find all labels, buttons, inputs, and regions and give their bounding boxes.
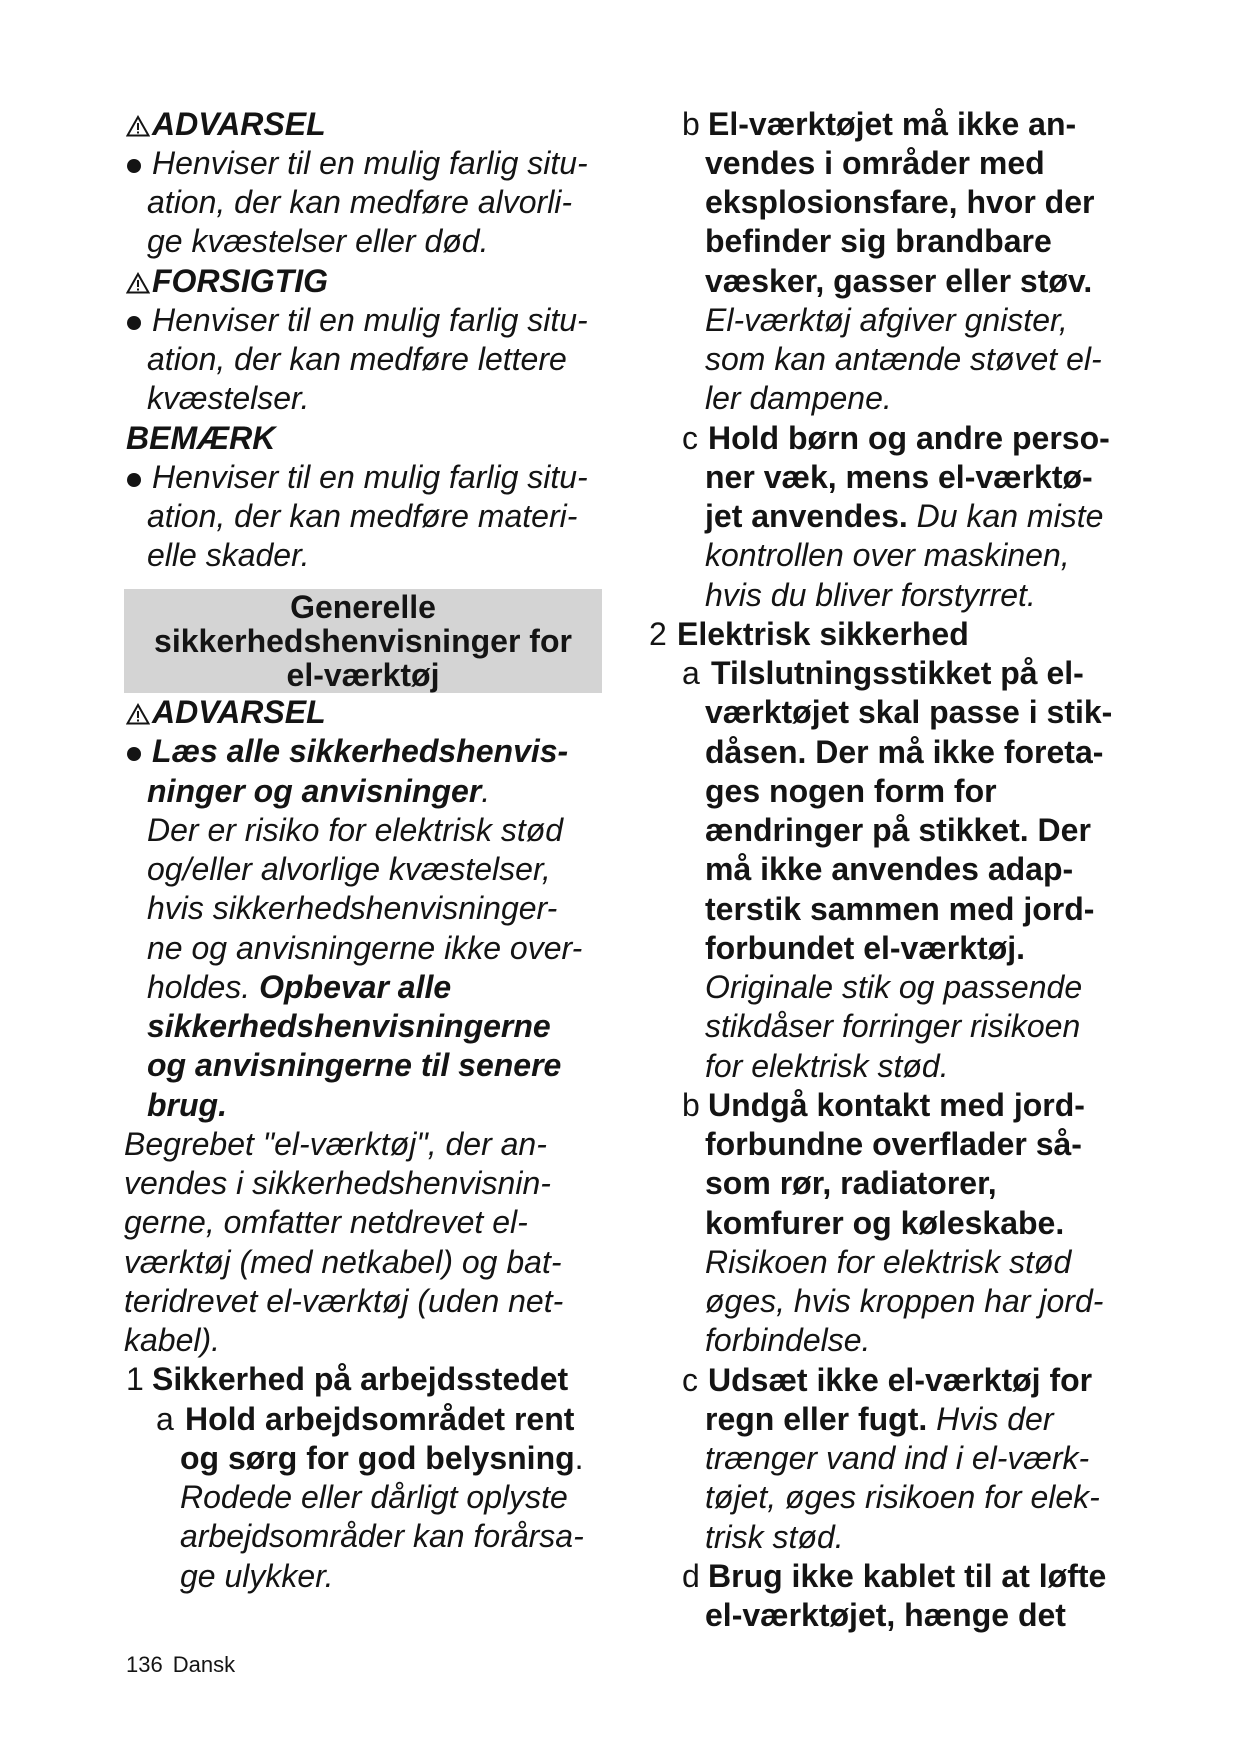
- line-text: Undgå kontakt med jord-: [708, 1086, 1085, 1123]
- line-text: terstik sammen med jord-: [705, 890, 1095, 927]
- line-text: Du kan miste: [916, 498, 1104, 534]
- line-text: sikkerhedshenvisningerne: [147, 1008, 551, 1044]
- text-line: [649, 458, 1209, 497]
- line-text: brug.: [147, 1086, 227, 1123]
- item-letter: c: [682, 419, 698, 456]
- line-text: ne og anvisningerne ikke over-: [147, 929, 583, 966]
- text-line: [649, 340, 1209, 379]
- warning-triangle-icon: [126, 115, 150, 137]
- text-line: [649, 1478, 1209, 1517]
- section-title-box: [124, 589, 602, 693]
- definition-paragraph: [124, 1125, 602, 1361]
- line-text: Opbevar alle: [259, 968, 452, 1005]
- text-line: [649, 1243, 1209, 1282]
- line-text: væsker, gasser eller støv.: [705, 262, 1093, 299]
- item-letter: b: [682, 1086, 700, 1123]
- line-text: kontrollen over maskinen,: [705, 537, 1070, 574]
- line-text: og sørg for god belysning: [180, 1439, 575, 1476]
- list-item-c-children: [649, 419, 1209, 615]
- text-line: [124, 536, 602, 575]
- text-line: [124, 929, 602, 968]
- heading-text: ADVARSEL: [152, 105, 326, 142]
- text-line: [124, 1282, 602, 1321]
- line-text: El-værktøjet må ikke an-: [708, 105, 1077, 142]
- text-line: [124, 1557, 602, 1596]
- notice-advarsel-general: [124, 693, 602, 1125]
- bullet-line: [124, 144, 602, 183]
- text-line: [124, 1007, 602, 1046]
- text-line: [649, 1439, 1209, 1478]
- text-line: [649, 733, 1209, 772]
- bullet-icon: [127, 159, 141, 173]
- line-text: hvis du bliver forstyrret.: [705, 576, 1036, 613]
- text-line: [124, 1321, 602, 1360]
- notice-advarsel: [124, 105, 602, 262]
- text-line: [124, 340, 602, 379]
- line-text: eksplosionsfare, hvor der: [705, 184, 1095, 220]
- line-text: ge ulykker.: [180, 1557, 334, 1594]
- line-text: øges, hvis kroppen har jord-: [705, 1283, 1104, 1319]
- text-line: [649, 379, 1209, 418]
- line-text: Henviser til en mulig farlig situ-: [152, 458, 588, 495]
- line-text: ner væk, mens el-værktø-: [705, 458, 1093, 495]
- line-text: Udsæt ikke el-værktøj for: [708, 1361, 1093, 1398]
- text-line: [649, 890, 1209, 929]
- text-line: [649, 1596, 1209, 1635]
- line-text: Begrebet "el-værktøj", der an-: [124, 1125, 547, 1162]
- text-line: [124, 1478, 602, 1517]
- line-text: .: [574, 1439, 584, 1476]
- text-line: [649, 772, 1209, 811]
- list-item-b: [649, 1086, 1209, 1125]
- section-title-line: Generelle: [290, 589, 436, 625]
- line-text: jet anvendes.: [705, 498, 917, 534]
- section-heading: [124, 1360, 602, 1399]
- page-footer: [126, 1651, 235, 1679]
- text-line: [124, 1046, 602, 1085]
- line-text: værktøjet skal passe i stik-: [705, 694, 1113, 731]
- line-text: arbejdsområder kan forårsa-: [180, 1518, 584, 1555]
- text-line: [124, 1517, 602, 1556]
- text-line: [649, 301, 1209, 340]
- exclamation-bar: [137, 711, 139, 718]
- line-text: og anvisningerne til senere: [147, 1047, 562, 1084]
- line-text: Læs alle sikkerhedshenvis-: [152, 733, 569, 770]
- section-title-line: el-værktøj: [286, 657, 440, 693]
- exclamation-dot: [137, 720, 139, 722]
- line-text: holdes.: [147, 968, 260, 1005]
- text-line: [124, 497, 602, 536]
- line-text: kabel).: [124, 1322, 221, 1358]
- text-line: [649, 693, 1209, 732]
- notice-bemaerk: [124, 419, 602, 576]
- line-text: ninger og anvisninger: [147, 772, 482, 809]
- line-text: teridrevet el-værktøj (uden net-: [124, 1282, 564, 1319]
- section-1-workplace-safety: [124, 1360, 602, 1596]
- line-text: forbindelse.: [705, 1322, 871, 1359]
- line-text: el-værktøjet, hænge det: [705, 1597, 1066, 1633]
- text-line: [649, 1047, 1209, 1086]
- text-line: [124, 772, 602, 811]
- line-text: Risikoen for elektrisk stød: [705, 1243, 1072, 1280]
- section-title: Elektrisk sikkerhed: [677, 615, 969, 652]
- line-text: Hold arbejdsområdet rent: [185, 1400, 575, 1437]
- text-line: [124, 1243, 602, 1282]
- line-text: Originale stik og passende: [705, 969, 1083, 1005]
- line-text: må ikke anvendes adap-: [705, 851, 1074, 888]
- line-text: tøjet, øges risikoen for elek-: [705, 1479, 1100, 1516]
- line-text: vendes i sikkerhedshenvisnin-: [124, 1165, 551, 1201]
- exclamation-bar: [137, 123, 139, 130]
- list-item-a: [649, 654, 1209, 693]
- line-text: hvis sikkerhedshenvisninger-: [147, 890, 558, 927]
- line-text: Hvis der: [936, 1400, 1054, 1437]
- list-item-b: [649, 105, 1209, 144]
- heading-text: BEMÆRK: [126, 419, 276, 456]
- line-text: som kan antænde støvet el-: [705, 341, 1102, 377]
- line-text: for elektrisk stød.: [705, 1047, 949, 1084]
- text-line: [124, 1086, 602, 1125]
- text-line: [649, 222, 1209, 261]
- line-text: ge kvæstelser eller død.: [147, 223, 489, 260]
- line-text: ation, der kan medføre lettere: [147, 341, 567, 377]
- line-text: Henviser til en mulig farlig situ-: [152, 301, 588, 338]
- footer-language: Dansk: [172, 1652, 236, 1677]
- line-text: gerne, omfatter netdrevet el-: [124, 1204, 528, 1241]
- line-text: El-værktøj afgiver gnister,: [705, 301, 1068, 338]
- text-line: [649, 576, 1209, 615]
- item-letter: a: [156, 1400, 174, 1437]
- text-line: [649, 1400, 1209, 1439]
- bullet-icon: [127, 316, 141, 330]
- line-text: Hold børn og andre perso-: [708, 419, 1110, 456]
- item-letter: d: [682, 1557, 700, 1594]
- exclamation-dot: [137, 131, 139, 133]
- text-line: [649, 1321, 1209, 1360]
- item-letter: a: [682, 655, 700, 691]
- line-text: ation, der kan medføre alvorli-: [147, 184, 573, 220]
- bullet-icon: [127, 747, 141, 761]
- text-line: [124, 850, 602, 889]
- section-number: 2: [649, 615, 667, 652]
- line-text: trænger vand ind i el-værk-: [705, 1440, 1090, 1476]
- exclamation-dot: [137, 288, 139, 290]
- line-text: kvæstelser.: [147, 380, 310, 417]
- line-text: og/eller alvorlige kvæstelser,: [147, 851, 551, 887]
- line-text: ændringer på stikket. Der: [705, 812, 1091, 848]
- bullet-line: [124, 458, 602, 497]
- line-text: vendes i områder med: [705, 144, 1045, 181]
- list-item-b-explosion: [649, 105, 1209, 419]
- line-text: elle skader.: [147, 537, 310, 574]
- bullet-line: [124, 732, 602, 771]
- text-line: [124, 968, 602, 1007]
- text-line: [649, 497, 1209, 536]
- heading-text: FORSIGTIG: [152, 262, 328, 299]
- line-text: Brug ikke kablet til at løfte: [708, 1557, 1107, 1594]
- text-line: [649, 1204, 1209, 1243]
- item-letter: c: [682, 1361, 698, 1398]
- left-column: [124, 105, 602, 1596]
- bullet-line: [124, 301, 602, 340]
- list-item-c: [649, 1361, 1209, 1400]
- line-text: .: [481, 772, 491, 809]
- text-line: [124, 1125, 602, 1164]
- notice-forsigtig: [124, 262, 602, 419]
- list-item-d: [649, 1557, 1209, 1596]
- warning-triangle-icon: [126, 272, 150, 294]
- page-number: 136: [126, 1652, 163, 1677]
- text-line: [124, 379, 602, 418]
- text-line: [124, 222, 602, 261]
- line-text: befinder sig brandbare: [705, 223, 1052, 260]
- line-text: Tilslutningsstikket på el-: [711, 655, 1084, 691]
- line-text: forbundet el-værktøj.: [705, 929, 1026, 966]
- warning-heading: [124, 693, 602, 732]
- line-text: værktøj (med netkabel) og bat-: [124, 1243, 562, 1280]
- text-line: [124, 183, 602, 222]
- text-line: [649, 968, 1209, 1007]
- item-letter: b: [682, 105, 700, 142]
- right-column: [649, 105, 1209, 1636]
- text-line: [124, 1203, 602, 1242]
- line-text: stikdåser forringer risikoen: [705, 1008, 1081, 1045]
- section-title-line: sikkerhedshenvisninger for: [154, 623, 572, 659]
- line-text: komfurer og køleskabe.: [705, 1204, 1065, 1241]
- text-line: [649, 929, 1209, 968]
- exclamation-bar: [137, 280, 139, 287]
- line-text: Rodede eller dårligt oplyste: [180, 1479, 568, 1515]
- line-text: ges nogen form for: [705, 772, 997, 809]
- caution-heading: [124, 262, 602, 301]
- warning-triangle-icon: [126, 703, 150, 725]
- text-line: [649, 144, 1209, 183]
- text-line: [649, 1164, 1209, 1203]
- list-item-a: [124, 1400, 602, 1439]
- section-number: 1: [126, 1361, 144, 1398]
- section-title: Sikkerhed på arbejdsstedet: [152, 1361, 569, 1398]
- text-line: [649, 536, 1209, 575]
- text-line: [649, 811, 1209, 850]
- line-text: forbundne overflader så-: [705, 1126, 1082, 1162]
- heading-text: ADVARSEL: [152, 694, 326, 730]
- text-line: [124, 1439, 602, 1478]
- text-line: [649, 1282, 1209, 1321]
- text-line: [649, 1007, 1209, 1046]
- notice-heading: [124, 419, 602, 458]
- text-line: [649, 262, 1209, 301]
- line-text: som rør, radiatorer,: [705, 1165, 997, 1202]
- line-text: Der er risiko for elektrisk stød: [147, 811, 564, 848]
- text-line: [649, 850, 1209, 889]
- line-text: dåsen. Der må ikke foreta-: [705, 733, 1104, 770]
- text-line: [124, 811, 602, 850]
- section-2-electrical-safety: [649, 615, 1209, 1636]
- line-text: ler dampene.: [705, 380, 892, 417]
- line-text: Henviser til en mulig farlig situ-: [152, 144, 588, 181]
- text-line: [124, 889, 602, 928]
- line-text: regn eller fugt.: [705, 1400, 937, 1437]
- text-line: [649, 183, 1209, 222]
- text-line: [124, 1164, 602, 1203]
- line-text: trisk stød.: [705, 1518, 844, 1555]
- bullet-icon: [127, 473, 141, 487]
- text-line: [649, 1518, 1209, 1557]
- warning-heading: [124, 105, 602, 144]
- line-text: ation, der kan medføre materi-: [147, 498, 578, 534]
- section-heading: [649, 615, 1209, 654]
- text-line: [649, 1125, 1209, 1164]
- list-item-c: [649, 419, 1209, 458]
